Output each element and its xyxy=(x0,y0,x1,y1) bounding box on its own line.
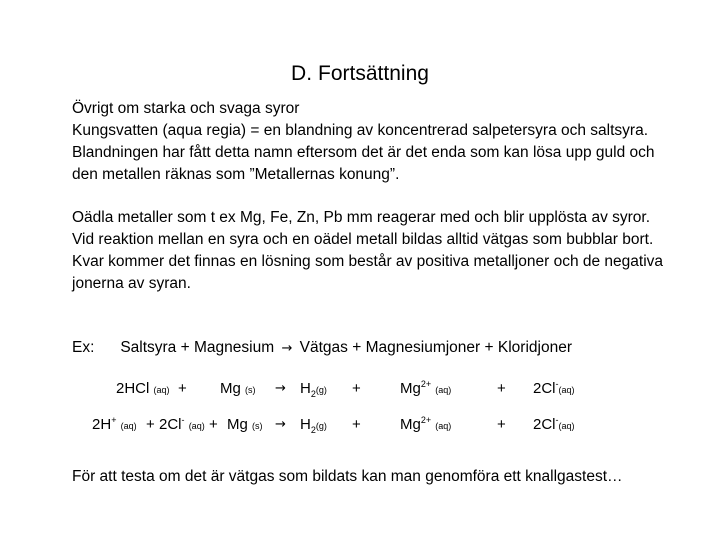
paragraph-base-metals-line-1: Oädla metaller som t ex Mg, Fe, Zn, Pb mm reagerar med och blir upplösta av syror. xyxy=(72,209,651,226)
paragraph-base-metals xyxy=(72,207,672,295)
eq2-reactant-3: Mg (s) xyxy=(227,416,263,433)
slide-title xyxy=(0,60,720,88)
word-plus-3: + xyxy=(484,339,494,356)
eq1-arrow-icon: → xyxy=(275,381,286,396)
word-product-1: Vätgas xyxy=(299,339,348,356)
example-label: Ex: xyxy=(72,339,95,356)
eq2-plus-1: + xyxy=(146,416,155,433)
paragraph-base-metals-line-2: Vid reaktion mellan en syra och en oädel metall bildas alltid vätgas som bubblar bort. Kvar kommer det finnas en lösning som består av positiva metalljoner och de negativa jonerna av syran. xyxy=(72,231,664,292)
closing-text: För att testa om det är vätgas som bildats kan man genomföra ett knallgastest… xyxy=(72,468,623,485)
eq1-product-3: 2Cl-(aq) xyxy=(533,379,575,397)
paragraph-aqua-regia: Kungsvatten (aqua regia) = en blandning av koncentrerad salpetersyra och saltsyra. Blandningen har fått detta namn eftersom det är det enda som kan lösa upp guld och den metallen räknas som ”Metallernas konung”. xyxy=(72,122,655,183)
eq2-plus-4: + xyxy=(497,416,506,433)
word-reactant-2: Magnesium xyxy=(194,339,275,356)
eq2-product-1: $H_2(g)$ xyxy=(300,416,327,435)
eq2-product-3: 2Cl-(aq) xyxy=(533,415,575,433)
word-equation xyxy=(72,337,692,360)
eq1-product-2: $Mg^{2+}$ (aq) xyxy=(400,379,452,397)
formula-equation-1 xyxy=(0,377,720,401)
eq2-plus-2: + xyxy=(209,416,218,433)
eq2-arrow-icon: → xyxy=(275,417,286,432)
word-product-2: Magnesiumjoner xyxy=(365,339,481,356)
eq2-product-2: $Mg^{2+}$ (aq) xyxy=(400,415,452,433)
eq2-reactant-2: 2Cl- (aq) xyxy=(159,415,205,433)
section-heading: Övrigt om starka och svaga syror xyxy=(72,100,300,117)
eq1-reactant-1: 2HCl (aq) xyxy=(116,380,170,397)
eq1-reactant-2: Mg (s) xyxy=(220,380,256,397)
eq1-product-1: $H_2(g)$ xyxy=(300,380,327,399)
word-reactant-1: Saltsyra xyxy=(120,339,177,356)
eq1-plus-2: + xyxy=(352,380,361,397)
eq2-plus-3: + xyxy=(352,416,361,433)
word-plus-1: + xyxy=(180,339,190,356)
title-text: Fortsättning xyxy=(318,62,429,85)
eq2-reactant-1: 2H+ (aq) xyxy=(92,415,137,433)
title-letter: D. xyxy=(291,62,313,85)
word-plus-2: + xyxy=(352,339,362,356)
eq1-plus-3: + xyxy=(497,380,506,397)
formula-equation-2 xyxy=(0,413,720,437)
reaction-arrow-icon: → xyxy=(281,341,293,356)
word-product-3: Kloridjoner xyxy=(497,339,572,356)
eq1-plus-1: + xyxy=(178,380,187,397)
